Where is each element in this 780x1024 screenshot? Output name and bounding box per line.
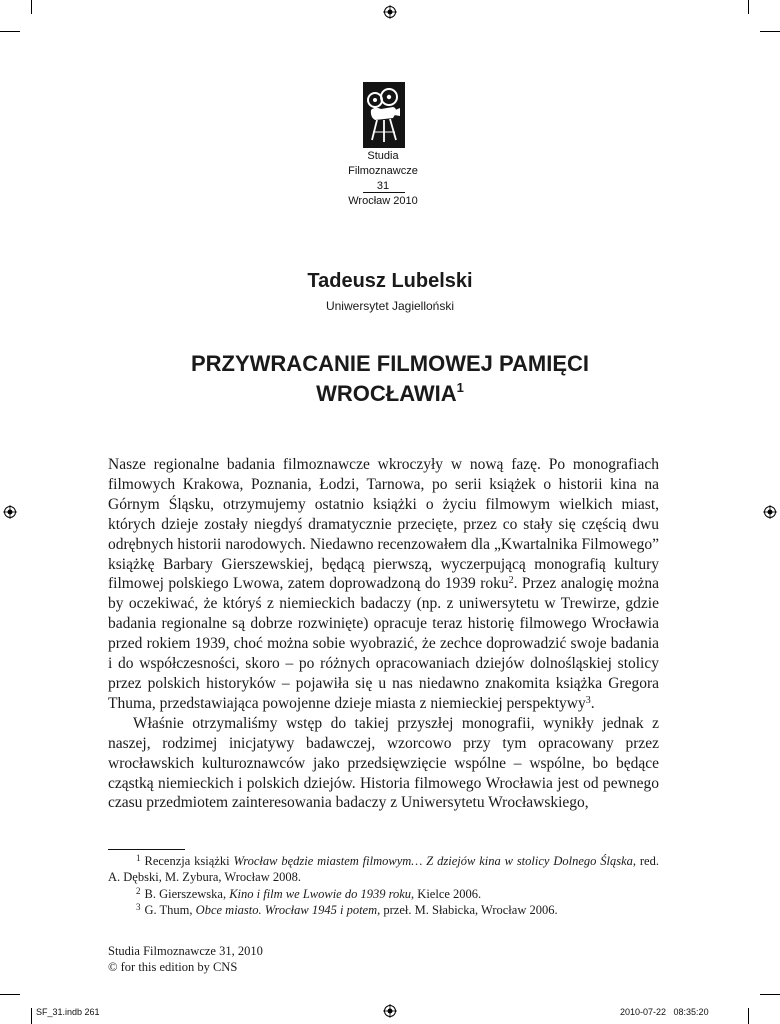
crop-mark — [760, 31, 780, 32]
body-paragraph: Nasze regionalne badania filmoznawcze wkroczyły w nową fazę. Po monografiach filmowych Krakowa, Poznania, Łodzi, Tarnowa, po serii książek o historii kina na Górnym Śląsku, otrzymujemy ostatnio książki o życiu filmowym wielkich miast, których dzieje zostały niegdyś dramatycznie przecięte, przez co stały się częścią dwu odrębnych historii narodowych. Niedawno recenzowałem dla „Kwartalnika Filmowego” książkę Barbary Gierszewskiej, będącą pierwszą, wyczerpującą monografią kultury filmowej polskiego Lwowa, zatem doprowadzoną do 1939 roku$^2$. Przez analogię można by oczekiwać, że któryś z niemieckich badaczy (np. z uniwersytetu w Trewirze, gdzie badania regionalne są dobrze rozwinięte) opracuje teraz historię filmowego Wrocławia przed rokiem 1939, choć można sobie wyobrazić, że zechce doprowadzić swoje badania i do współczesności, skoro – po różnych opracowaniach dziejów dolnośląskiej stolicy przez polskich historyków – pojawiła się u nas niedawno znakomita książka Gregora Thuma, przedstawiająca powojenne dzieje miasta z niemieckiej perspektywy$^3$. — [108, 456, 659, 712]
footnote-divider — [108, 849, 185, 850]
journal-place-year: Wrocław 2010 — [348, 195, 418, 207]
crop-mark — [0, 994, 20, 995]
footnote-number: 3 — [136, 901, 141, 912]
crop-mark — [748, 0, 749, 14]
footnote-ref[interactable]: 3 — [585, 694, 591, 706]
article-body — [108, 455, 659, 813]
volume-divider — [363, 192, 405, 193]
film-camera-icon — [363, 82, 405, 148]
crop-mark — [31, 0, 32, 14]
registration-mark-icon — [3, 505, 17, 519]
journal-logo — [363, 82, 405, 148]
footnote-number: 2 — [136, 885, 141, 896]
footnote: $^3$ G. Thum, Obce miasto. Wrocław 1945 i potem, przeł. M. Słabicka, Wrocław 2006. — [136, 901, 558, 917]
footnote-ref[interactable]: 1 — [456, 380, 464, 395]
author-affiliation: Uniwersytet Jagielloński — [325, 299, 455, 313]
crop-mark — [748, 1008, 749, 1024]
copyright-block — [108, 944, 263, 975]
footnote: $^2$ B. Gierszewska, Kino i film we Lwowie do 1939 roku, Kielce 2006. — [136, 885, 482, 901]
footnote-ref[interactable]: 2 — [508, 575, 514, 587]
copyright-notice: © for this edition by CNS — [108, 959, 238, 974]
article-title-line2 — [0, 379, 780, 409]
slug-timestamp: 2010-07-22 08:35:20 — [620, 1007, 709, 1017]
footnotes — [108, 853, 659, 918]
crop-mark — [760, 994, 780, 995]
article-title-text: WROCŁAWIA — [316, 381, 457, 406]
journal-name-line1: Studia — [367, 150, 399, 162]
footnote-number: 1 — [136, 853, 141, 863]
author-name: Tadeusz Lubelski — [307, 270, 473, 292]
registration-mark-icon — [383, 5, 397, 19]
registration-mark-icon — [763, 505, 777, 519]
journal-name-line2: Filmoznawcze — [348, 165, 418, 177]
body-paragraph: Właśnie otrzymaliśmy wstęp do takiej przyszłej monografii, wynikły jednak z naszej, rodzimej inicjatywy badawczej, wzorcowo przy tym opracowany przez wrocławskich kulturoznawców jako przedsięwzięcie wspólne – wspólne, bo będące cząstką niemieckich i polskich dziejów. Historia filmowego Wrocławia jest od pewnego czasu przedmiotem zainteresowania badaczy z Uniwersytetu Wrocławskiego, — [108, 714, 659, 812]
registration-mark-icon — [383, 1004, 397, 1018]
crop-mark — [31, 1008, 32, 1024]
journal-volume: 31 — [376, 180, 390, 192]
copyright-journal: Studia Filmoznawcze 31, 2010 — [108, 944, 263, 958]
crop-mark — [0, 31, 20, 32]
footnote: $^1$ Recenzja książki Wrocław będzie miastem filmowym… Z dziejów kina w stolicy Dolnego Śląska, red. A. Dębski, M. Zybura, Wrocław 2008. — [108, 853, 659, 885]
slug-filename: SF_31.indb 261 — [36, 1007, 100, 1017]
article-title-line1: PRZYWRACANIE FILMOWEJ PAMIĘCI — [190, 351, 590, 376]
